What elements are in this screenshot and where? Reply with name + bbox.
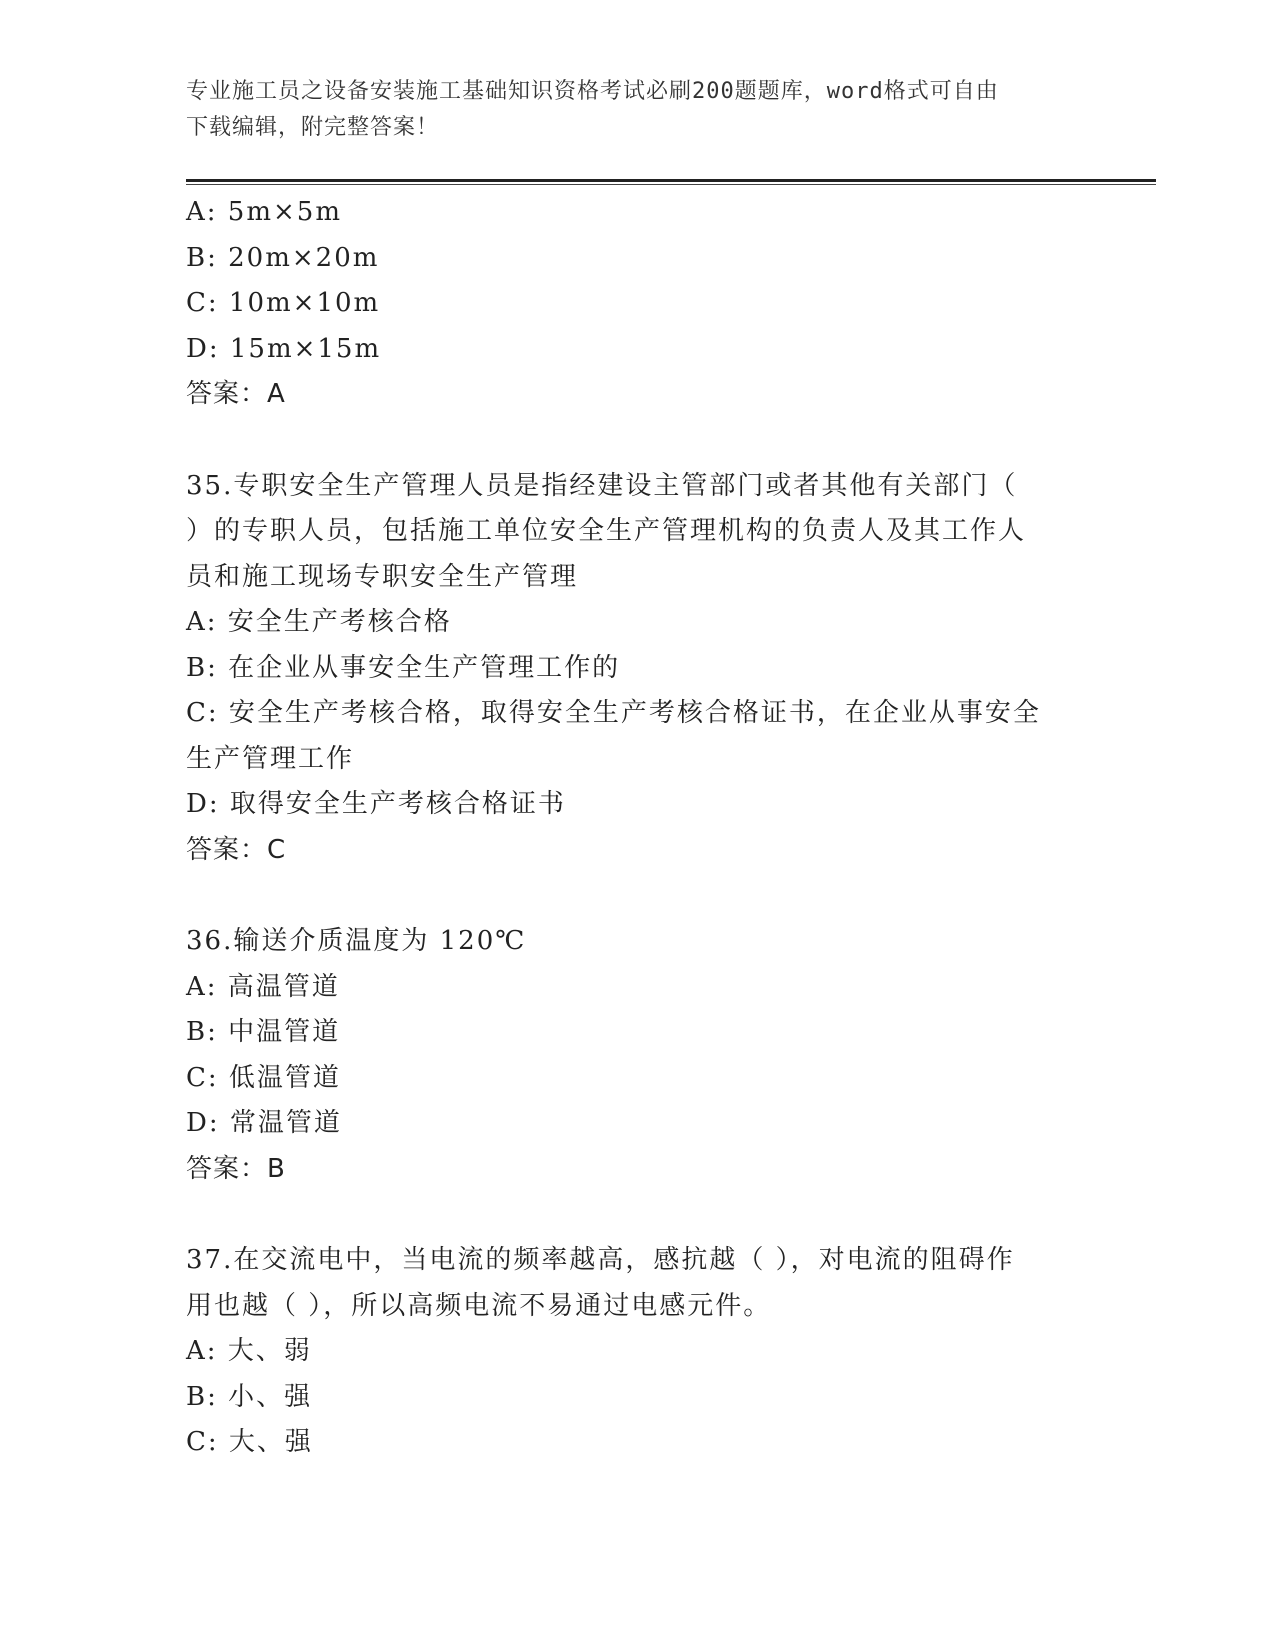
header-divider-thick <box>186 179 1156 182</box>
question-34 <box>186 190 1086 418</box>
option-b: B: 中温管道 <box>186 1017 341 1047</box>
option-a: A: 高温管道 <box>186 971 340 1002</box>
spacer <box>186 418 1086 464</box>
answer-34: 答案：A <box>186 379 286 409</box>
option-b: B: 20m×20m <box>186 242 380 273</box>
option-d: D: 15m×15m <box>186 333 382 364</box>
option-c: C: 大、强 <box>186 1427 313 1457</box>
question-list <box>186 190 1086 1466</box>
option-d: D: 常温管道 <box>186 1108 342 1138</box>
option-a: A: 5m×5m <box>186 197 342 227</box>
question-37-stem-line-1: 37.在交流电中，当电流的频率越高，感抗越（ ），对电流的阻碍作 <box>186 1245 1015 1275</box>
option-b: B: 小、强 <box>186 1381 313 1412</box>
question-37 <box>186 1238 1086 1466</box>
question-37-stem-line-2: 用也越（ ），所以高频电流不易通过电感元件。 <box>186 1290 772 1321</box>
option-c: C: 安全生产考核合格，取得安全生产考核合格证书，在企业从事安全 <box>186 698 1041 728</box>
header-line-1: 专业施工员之设备安装施工基础知识资格考试必刷200题题库，word格式可自由 <box>186 79 999 104</box>
question-35-stem-line-2: ）的专职人员，包括施工单位安全生产管理机构的负责人及其工作人 <box>186 516 1027 546</box>
question-36-stem: 36.输送介质温度为 120℃ <box>186 926 527 956</box>
option-c: C: 低温管道 <box>186 1062 341 1093</box>
option-c-continued: 生产管理工作 <box>186 743 355 774</box>
question-35 <box>186 464 1086 874</box>
option-a: A: 安全生产考核合格 <box>186 607 452 637</box>
question-36 <box>186 919 1086 1192</box>
answer-35: 答案：C <box>186 834 287 865</box>
option-d: D: 取得安全生产考核合格证书 <box>186 789 566 819</box>
header-divider-thin <box>186 184 1156 185</box>
header-line-2: 下载编辑，附完整答案！ <box>186 115 440 140</box>
option-a: A: 大、弱 <box>186 1336 312 1366</box>
option-b: B: 在企业从事安全生产管理工作的 <box>186 652 621 683</box>
document-header <box>186 74 1086 146</box>
question-35-stem-line-3: 员和施工现场专职安全生产管理 <box>186 561 579 592</box>
spacer <box>186 1192 1086 1238</box>
question-35-stem-line-1: 35.专职安全生产管理人员是指经建设主管部门或者其他有关部门（ <box>186 470 1018 501</box>
option-c: C: 10m×10m <box>186 288 381 318</box>
answer-36: 答案：B <box>186 1153 286 1184</box>
spacer <box>186 873 1086 919</box>
